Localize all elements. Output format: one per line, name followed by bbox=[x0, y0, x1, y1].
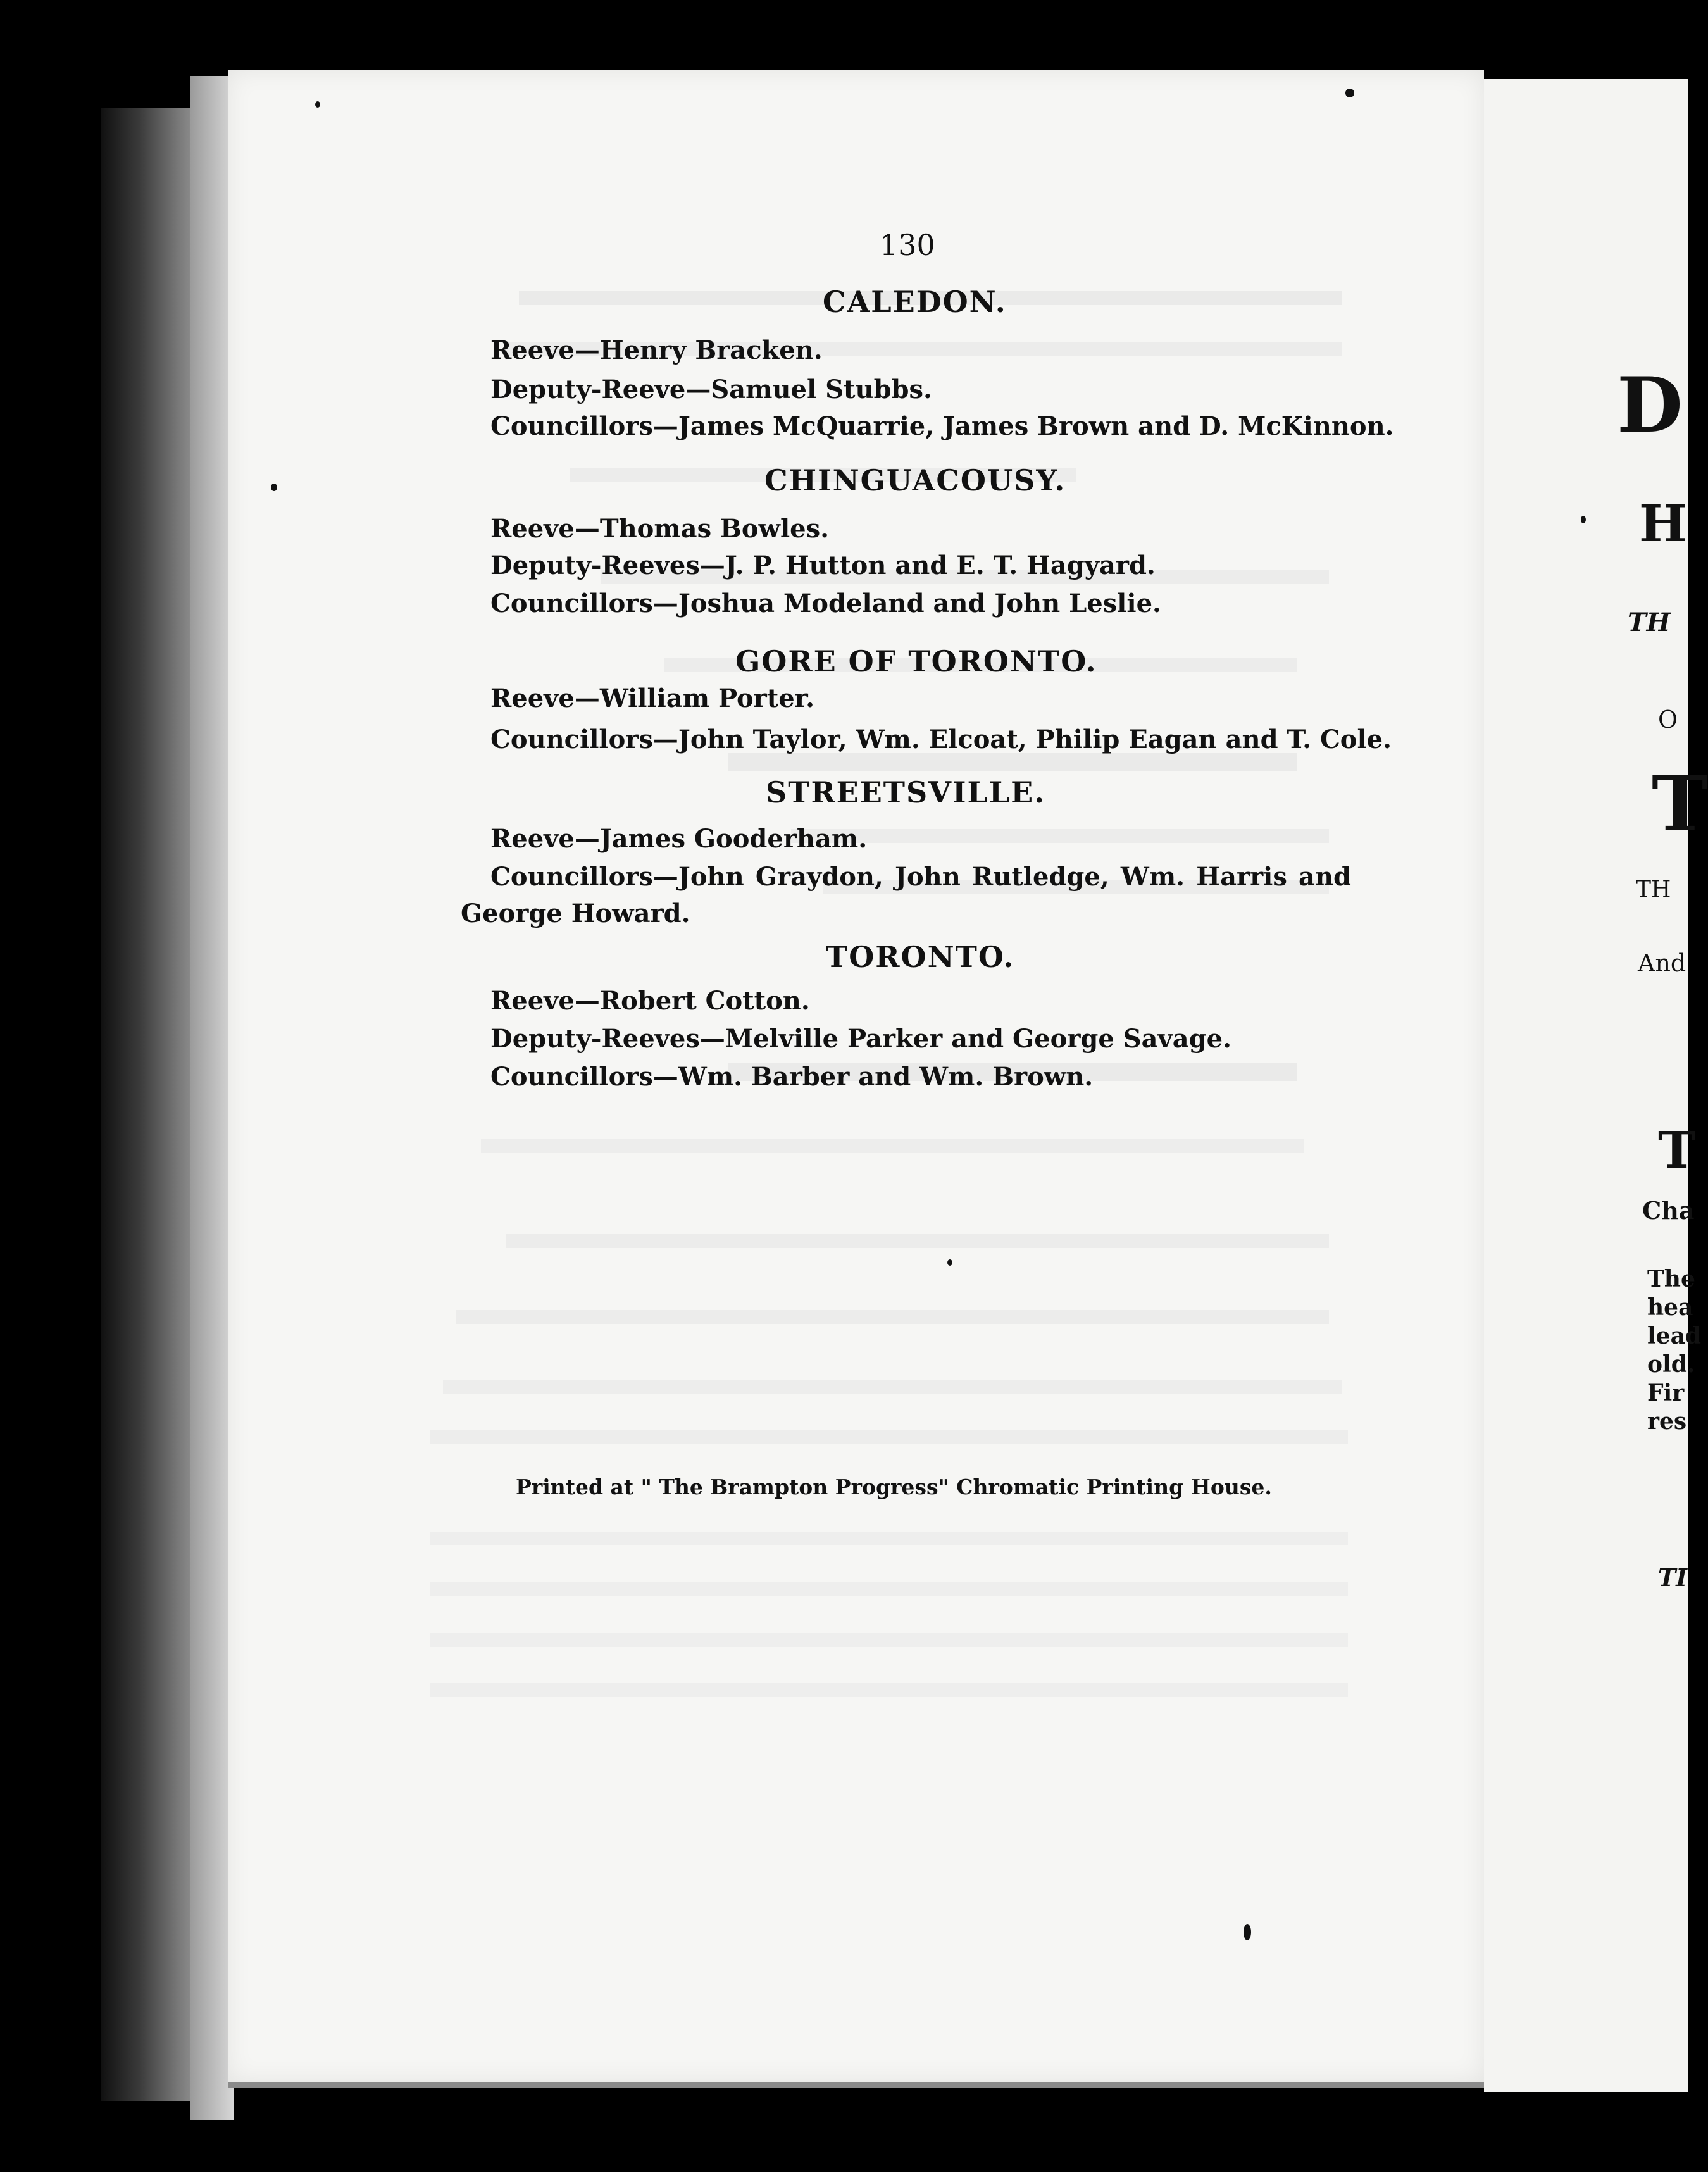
dust-speck bbox=[1581, 516, 1586, 523]
facing-page-fragment: res bbox=[1647, 1408, 1687, 1435]
dust-speck bbox=[1244, 1924, 1251, 1940]
page-bottom-edge bbox=[228, 2082, 1500, 2088]
caledon-reeve: Reeve—Henry Bracken. bbox=[490, 335, 823, 365]
facing-page-fragment: TI bbox=[1658, 1563, 1688, 1592]
section-heading-chinguacousy: CHINGUACOUSY. bbox=[764, 463, 1066, 497]
dust-speck bbox=[1345, 89, 1354, 97]
caledon-councillors: Councillors—James McQuarrie, James Brown and D. McKinnon. bbox=[490, 411, 1394, 441]
facing-page-fragment: T bbox=[1652, 759, 1708, 849]
dust-speck bbox=[947, 1259, 952, 1266]
facing-page-fragment: And bbox=[1638, 949, 1686, 977]
chinguacousy-councillors: Councillors—Joshua Modeland and John Leslie. bbox=[490, 589, 1161, 618]
caledon-deputy-reeve: Deputy-Reeve—Samuel Stubbs. bbox=[490, 375, 932, 404]
printer-imprint: Printed at " The Brampton Progress" Chromatic Printing House. bbox=[516, 1475, 1272, 1499]
dust-speck bbox=[271, 484, 277, 491]
facing-page-fragment: Cha bbox=[1642, 1196, 1695, 1225]
toronto-reeve: Reeve—Robert Cotton. bbox=[490, 986, 810, 1016]
chinguacousy-deputy-reeves: Deputy-Reeves—J. P. Hutton and E. T. Hagyard. bbox=[490, 551, 1156, 580]
dust-speck bbox=[315, 101, 320, 108]
facing-page-fragment: The bbox=[1647, 1266, 1695, 1292]
streetsville-councillors: Councillors—John Graydon, John Rutledge, Wm. Harris and bbox=[490, 862, 1351, 892]
gore-of-toronto-councillors: Councillors—John Taylor, Wm. Elcoat, Philip Eagan and T. Cole. bbox=[490, 725, 1392, 754]
section-heading-streetsville: STREETSVILLE. bbox=[766, 775, 1046, 809]
facing-page-fragment: D bbox=[1617, 361, 1683, 450]
facing-page-fragment: H bbox=[1639, 494, 1687, 553]
section-heading-gore-of-toronto: GORE OF TORONTO. bbox=[735, 644, 1097, 678]
toronto-deputy-reeves: Deputy-Reeves—Melville Parker and George Savage. bbox=[490, 1024, 1232, 1054]
facing-page-fragment: TH bbox=[1628, 608, 1671, 637]
streetsville-reeve: Reeve—James Gooderham. bbox=[490, 824, 868, 854]
page-number: 130 bbox=[880, 228, 935, 262]
facing-page-fragment: O bbox=[1658, 706, 1678, 733]
facing-page-fragment: lead bbox=[1647, 1323, 1702, 1349]
facing-page-fragment: TH bbox=[1636, 877, 1671, 902]
gore-of-toronto-reeve: Reeve—William Porter. bbox=[490, 683, 815, 713]
facing-page-fragment: T bbox=[1658, 1120, 1696, 1180]
section-heading-toronto: TORONTO. bbox=[826, 940, 1015, 974]
chinguacousy-reeve: Reeve—Thomas Bowles. bbox=[490, 514, 830, 544]
section-heading-caledon: CALEDON. bbox=[823, 285, 1007, 319]
toronto-councillors: Councillors—Wm. Barber and Wm. Brown. bbox=[490, 1062, 1094, 1092]
facing-page-fragment: Fir bbox=[1647, 1380, 1685, 1406]
facing-page-fragment: old. bbox=[1647, 1351, 1695, 1378]
facing-page-fragment: hea bbox=[1647, 1294, 1693, 1321]
streetsville-councillors-continued: George Howard. bbox=[461, 899, 690, 928]
